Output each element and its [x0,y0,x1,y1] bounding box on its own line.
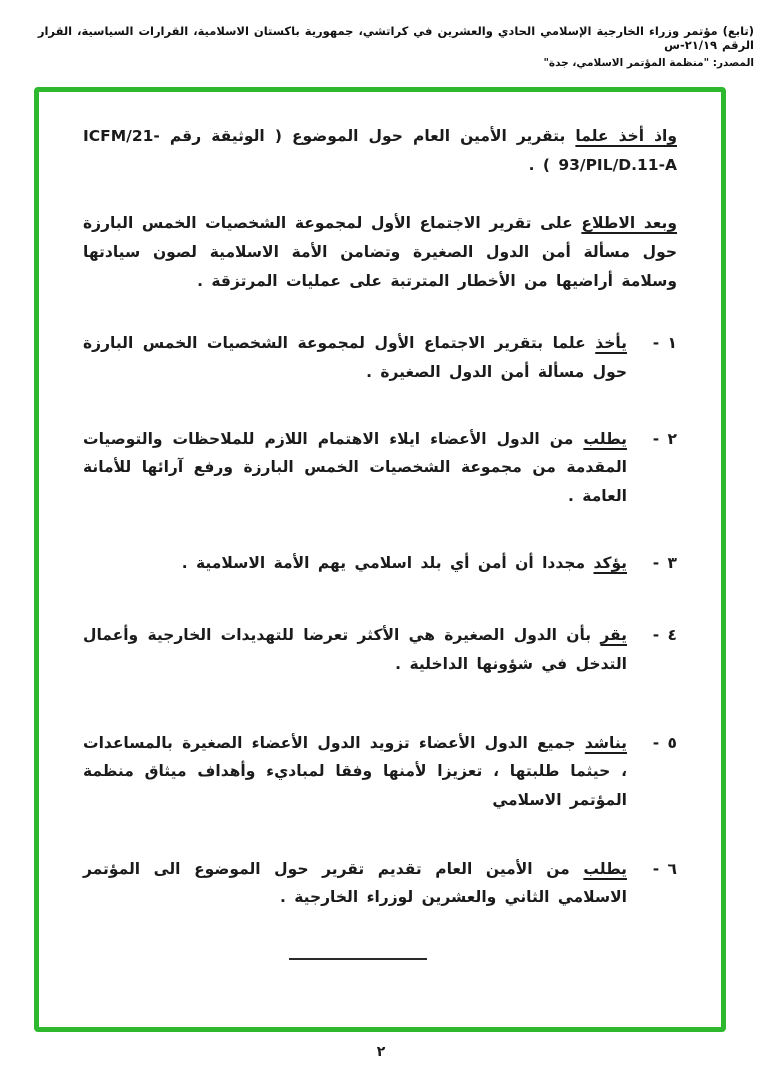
scan-frame [34,87,726,1032]
preamble-paragraph-2 [83,209,677,295]
item-lead-word: يأخذ [595,334,627,353]
item-body-text: بأن الدول الصغيرة هي الأكثر تعرضا للتهديدات الخارجية وأعمال التدخل في شؤونها الداخلية . [83,626,627,674]
item-lead-word: يناشد [584,733,627,752]
item-lead-word: يؤكد [593,553,627,572]
item-body-text: جميع الدول الأعضاء تزويد الدول الأعضاء الصغيرة بالمساعدات ، حيثما طلبتها ، تعزيزا لأمنها وفقا لمباديء وأهداف ميثاق منظمة المؤتمر الاسلامي [83,733,627,810]
document-body [39,92,721,960]
preamble-lead-word: واذ أخذ علما [575,127,677,145]
resolution-item-4 [83,621,677,678]
item-text [83,549,627,578]
resolution-item-5 [83,729,677,815]
preamble-text: بتقرير الأمين العام حول الموضوع ( الوثيقة رقم ICFM/21-93/PIL/D.11-A ) . [83,127,677,174]
item-text [83,729,627,815]
item-body-text: مجددا أن أمن أي بلد اسلامي يهم الأمة الاسلامية . [181,553,586,572]
item-number: ١ - [652,334,677,353]
item-number: ٤ - [652,626,677,645]
resolution-items [83,329,677,912]
item-text [83,329,627,386]
preamble-paragraph-1 [83,122,677,179]
preamble-text: على تقرير الاجتماع الأول لمجموعة الشخصيات الخمس البارزة حول مسألة أمن الدول الصغيرة وتضامن الأمة الاسلامية لصون سيادتها وسلامة أراضيها من الأخطار المترتبة على عمليات المرتزقة . [83,214,677,290]
item-number: ٢ - [652,429,677,448]
preamble-lead-word: وبعد الاطلاع [581,214,677,233]
item-body-text: من الأمين العام تقديم تقرير حول الموضوع الى المؤتمر الاسلامي الثاني والعشرين لوزراء الخارجية . [83,859,627,907]
item-number: ٥ - [652,733,677,752]
page-number: ٢ [376,1044,386,1060]
item-body-text: علما بتقرير الاجتماع الأول لمجموعة الشخصيات الخمس البارزة حول مسألة أمن الدول الصغيرة . [83,334,627,382]
header-title: (تابع) مؤتمر وزراء الخارجية الإسلامي الحادي والعشرين في كراتشي، جمهورية باكستان الاسلامية، القرارات السياسية، القرار الرقم ٢١/١٩-س [37,24,754,52]
item-text [83,425,627,511]
item-lead-word: يطلب [583,859,627,878]
item-lead-word: يقر [600,626,627,645]
end-divider [289,958,427,960]
item-body-text: من الدول الأعضاء ايلاء الاهتمام اللازم للملاحظات والتوصيات المقدمة من مجموعة الشخصيات الخمس البارزة ورفع آرائها للأمانة العامة . [83,429,627,506]
item-number: ٣ - [652,553,677,572]
item-text [83,621,627,678]
resolution-item-2 [83,425,677,511]
resolution-item-6 [83,855,677,912]
document-header [0,0,762,69]
item-number: ٦ - [652,859,677,878]
item-text [83,855,627,912]
resolution-item-3 [83,549,677,578]
header-source: المصدر: "منظمة المؤتمر الاسلامي، جدة" [543,57,754,69]
item-lead-word: يطلب [583,429,627,448]
resolution-item-1 [83,329,677,386]
